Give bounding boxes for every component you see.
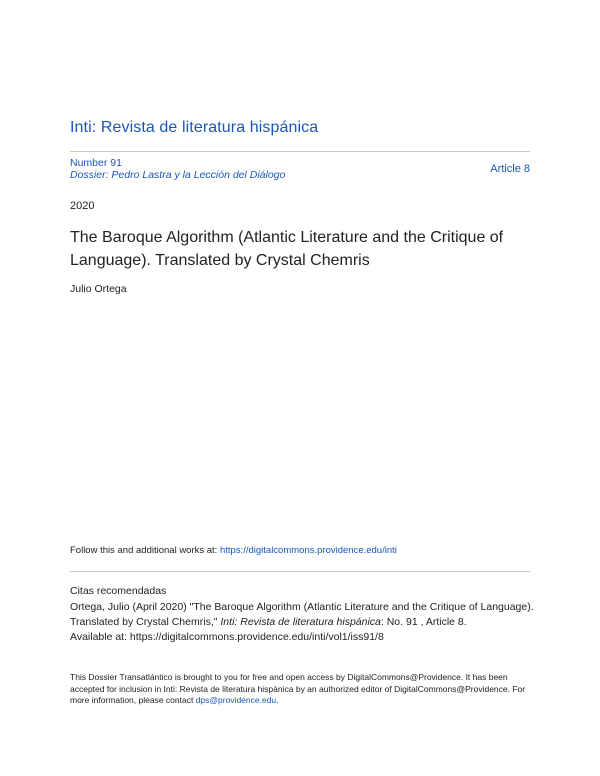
citation-text-part2: : No. 91 , Article 8. bbox=[380, 616, 467, 628]
follow-url-link[interactable]: https://digitalcommons.providence.edu/inti bbox=[219, 545, 397, 556]
issue-number-link[interactable]: Number 91 bbox=[70, 157, 122, 169]
recommended-citation bbox=[70, 600, 536, 645]
article-title: The Baroque Algorithm (Atlantic Literature and the Critique of Language). Translated by Crystal Chemris bbox=[70, 229, 504, 269]
citation-journal-name: Inti: Revista de literatura hispánica bbox=[220, 616, 381, 628]
contact-email-link[interactable]: dps@providence.edu bbox=[195, 695, 277, 705]
citation-text-part1: Ortega, Julio (April 2020) "The Baroque Algorithm (Atlantic Literature and the Critique of Language). Translated by Crystal Chemris," bbox=[70, 601, 534, 628]
top-divider bbox=[70, 151, 530, 152]
follow-line bbox=[70, 545, 397, 556]
follow-prefix: Follow this and additional works at: bbox=[70, 545, 220, 556]
citation-available-at: Available at: https://digitalcommons.providence.edu/inti/vol1/iss91/8 bbox=[70, 631, 384, 643]
publication-year: 2020 bbox=[70, 200, 95, 212]
journal-title-link[interactable]: Inti: Revista de literatura hispánica bbox=[70, 119, 319, 136]
dossier-link[interactable]: Dossier: Pedro Lastra y la Lección del Diálogo bbox=[70, 169, 286, 181]
footer-notice bbox=[70, 672, 532, 707]
author-name: Julio Ortega bbox=[70, 283, 127, 295]
bottom-divider bbox=[70, 571, 530, 572]
article-number-link[interactable]: Article 8 bbox=[490, 163, 530, 175]
footer-end: . bbox=[276, 695, 279, 705]
recommended-citation-heading: Citas recomendadas bbox=[70, 585, 167, 597]
footer-text: This Dossier Transatlántico is brought to you for free and open access by DigitalCommons@Providence. It has been accepted for inclusion in Inti: Revista de literatura hispánica by an authorized editor of DigitalCommons@Providence. For more information, please contact bbox=[70, 672, 526, 705]
